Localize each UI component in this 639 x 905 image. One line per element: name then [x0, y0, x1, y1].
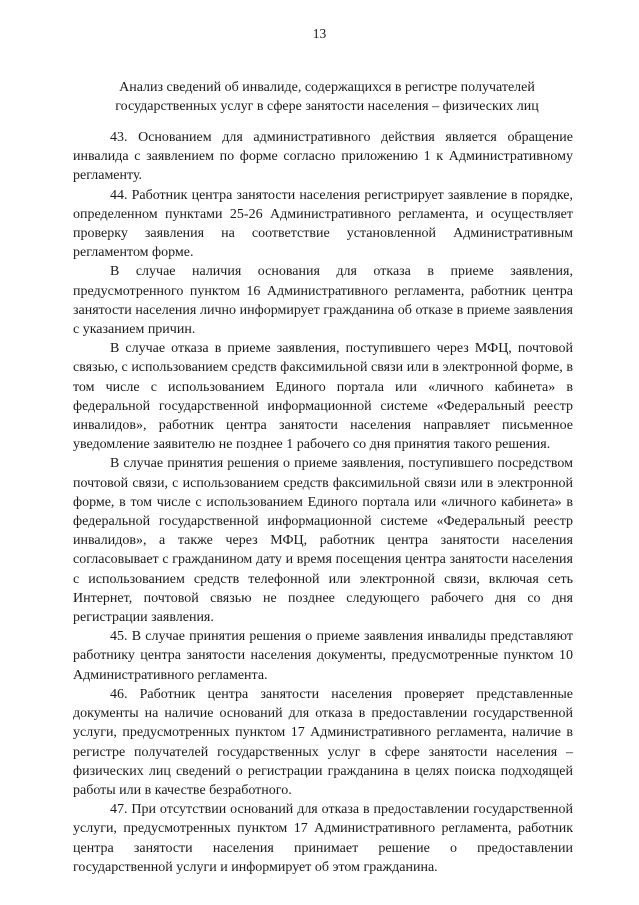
document-body — [73, 128, 573, 877]
paragraph-44: 44. Работник центра занятости населения регистрирует заявление в порядке, определенном пунктами 25-26 Административного регламента, и осуществляет проверку заявления на соответствие установленной Административным регламентом форме. — [73, 187, 573, 261]
heading-line: Анализ сведений об инвалиде, содержащихся в регистре получателей — [119, 80, 535, 95]
heading-line: государственных услуг в сфере занятости населения – физических лиц — [115, 98, 539, 114]
paragraph-44-acceptance: В случае принятия решения о приеме заявления, поступившего посредством почтовой связи, с использованием средств факсимильной связи или в электронной форме, в том числе с использованием Единого портала или «личного кабинета» в федеральной государственной информационной системе «Федеральный реестр инвалидов», а также через МФЦ, работник центра занятости населения согласовывает с гражданином дату и время посещения центра занятости населения с использованием средств телефонной или электронной связи, включая сеть Интернет, почтовой связью не позднее следующего рабочего дня со дня регистрации заявления. — [73, 456, 573, 626]
paragraph-45: 45. В случае принятия решения о приеме заявления инвалиды представляют работнику центра занятости населения документы, предусмотренные пунктом 10 Административного регламента. — [73, 629, 573, 683]
page-number: 13 — [312, 26, 327, 41]
section-heading — [70, 79, 584, 116]
paragraph-44-refusal: В случае наличия основания для отказа в приеме заявления, предусмотренного пунктом 16 Административного регламента, работник центра занятости населения лично информирует гражданина об отказе в приеме заявления с указанием причин. — [73, 264, 573, 338]
paragraph-44-remote-refusal: В случае отказа в приеме заявления, поступившего через МФЦ, почтовой связью, с использованием средств факсимильной связи или в электронной форме, в том числе с использованием Единого портала или «личного кабинета» в федеральной государственной информационной системе «Федеральный реестр инвалидов», работник центра занятости населения направляет письменное уведомление заявителю не позднее 1 рабочего со дня принятия такого решения. — [73, 341, 573, 453]
paragraph-46: 46. Работник центра занятости населения проверяет представленные документы на наличие оснований для отказа в предоставлении государственной услуги, предусмотренных пунктом 17 Административного регламента, наличие в регистре получателей государственных услуг в сфере занятости населения – физических лиц сведений о регистрации гражданина в целях поиска подходящей работы или в качестве безработного. — [73, 686, 573, 798]
paragraph-47: 47. При отсутствии оснований для отказа в предоставлении государственной услуги, предусмотренных пунктом 17 Административного регламента, работник центра занятости населения принимает решение о предоставлении государственной услуги и информирует об этом гражданина. — [73, 802, 573, 875]
paragraph-43: 43. Основанием для административного действия является обращение инвалида с заявлением по форме согласно приложению 1 к Административному регламенту. — [73, 130, 573, 184]
